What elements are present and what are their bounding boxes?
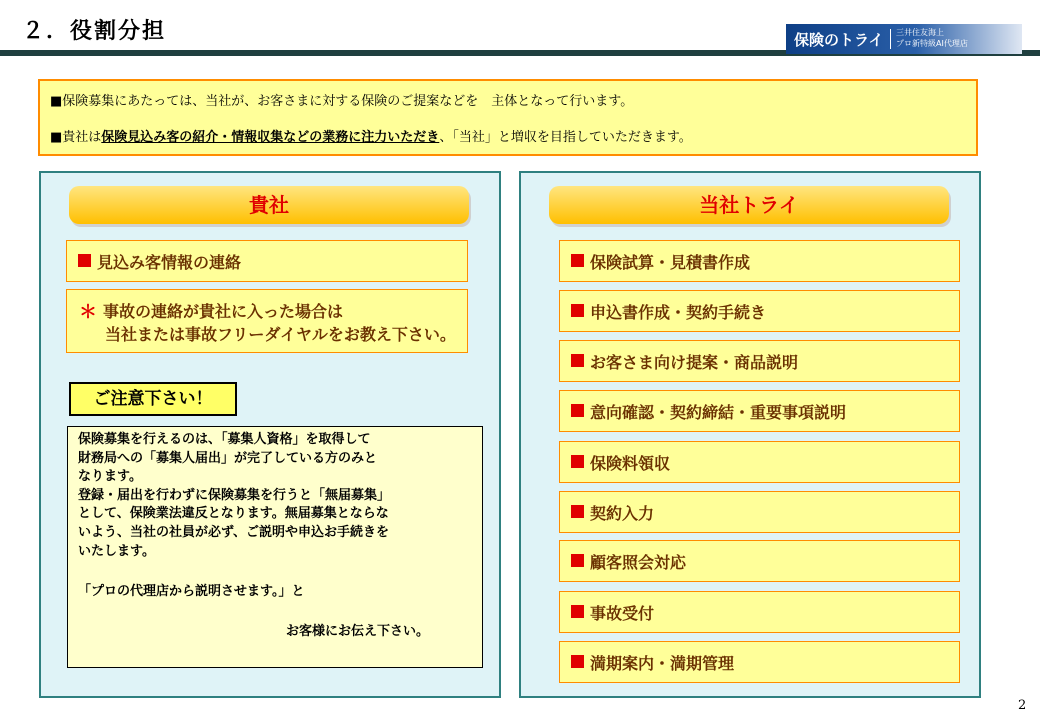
company-task-item [559,390,960,432]
red-square-bullet-icon [78,254,91,267]
note-line: 財務局への「募集人届出」が完了している方のみと [78,450,378,466]
red-square-bullet-icon [571,455,584,468]
company-task-item [559,591,960,633]
logo-main-text: 保険のトライ [794,31,884,49]
company-task-label: 申込書作成・契約手続き [590,303,767,322]
company-task-item [559,340,960,382]
note-line: なります。 [78,469,142,485]
company-task-item [559,641,960,683]
client-task-item [66,240,468,282]
client-heading: 貴社 [69,186,469,224]
client-task-label: 見込み客情報の連絡 [97,253,242,272]
note-line: 保険募集を行えるのは、「募集人資格」を取得して [78,432,371,447]
company-task-item [559,540,960,582]
client-accident-note [66,289,468,353]
company-task-item [559,441,960,483]
red-square-bullet-icon [571,655,584,668]
company-task-label: 事故受付 [590,604,655,623]
red-square-bullet-icon [571,605,584,618]
company-task-label: 保険料領収 [590,454,671,473]
accident-line-2: 当社または事故フリーダイヤルをお教え下さい。 [105,325,456,344]
client-accident-text [103,300,456,346]
page-title: ２．役割分担 [22,19,167,44]
logo-sub-text [896,27,968,49]
company-task-label: 満期案内・満期管理 [590,654,735,673]
red-square-bullet-icon [571,304,584,317]
company-task-label: 保険試算・見積書作成 [590,253,751,272]
page-number: 2 [1018,698,1027,713]
company-task-item [559,491,960,533]
note-ending: お客様にお伝え下さい。 [286,624,430,639]
note-line: として、保険業法違反となります。無届募集とならな [78,506,389,522]
intro-line-2 [50,126,692,145]
red-square-bullet-icon [571,505,584,518]
company-task-label: 契約入力 [590,504,655,523]
company-heading: 当社トライ [549,186,949,224]
note-quote: 「プロの代理店から説明させます。」と [78,584,305,599]
note-line: 登録・届出を行わずに保険募集を行うと「無届募集」 [78,487,391,503]
logo-sub-line1: 三井住友海上 [896,28,944,37]
company-task-label: お客さま向け提案・商品説明 [590,353,799,372]
intro-line-2-prefix: ■貴社は [50,130,102,145]
company-task-item [559,240,960,282]
red-square-bullet-icon [571,554,584,567]
asterisk-icon: ＊ [79,302,97,323]
red-square-bullet-icon [571,354,584,367]
intro-line-1: ■保険募集にあたっては、当社が、お客さまに対する保険のご提案などを 主体となって行います。 [50,94,634,109]
intro-box [38,79,978,156]
caution-label: ご注意下さい！ [69,382,237,416]
company-logo [786,24,1022,54]
company-task-label: 意向確認・契約締結・重要事項説明 [590,403,847,422]
intro-line-2-emphasis: 保険見込み客の紹介・情報収集などの業務に注力いただき [101,130,440,145]
company-task-item [559,290,960,332]
caution-note [67,426,483,668]
note-line: いたします。 [78,543,155,559]
note-line: いよう、当社の社員が必ず、ご説明や申込お手続きを [78,524,389,540]
accident-line-1: 事故の連絡が貴社に入った場合は [103,302,344,321]
logo-sub-line2: プロ新特級AI代理店 [896,39,968,48]
red-square-bullet-icon [571,254,584,267]
note-lines [78,431,390,561]
logo-separator [890,29,891,49]
intro-line-2-suffix: 、「当社」と増収を目指していただきます。 [439,130,692,145]
company-task-label: 顧客照会対応 [590,553,687,572]
red-square-bullet-icon [571,404,584,417]
